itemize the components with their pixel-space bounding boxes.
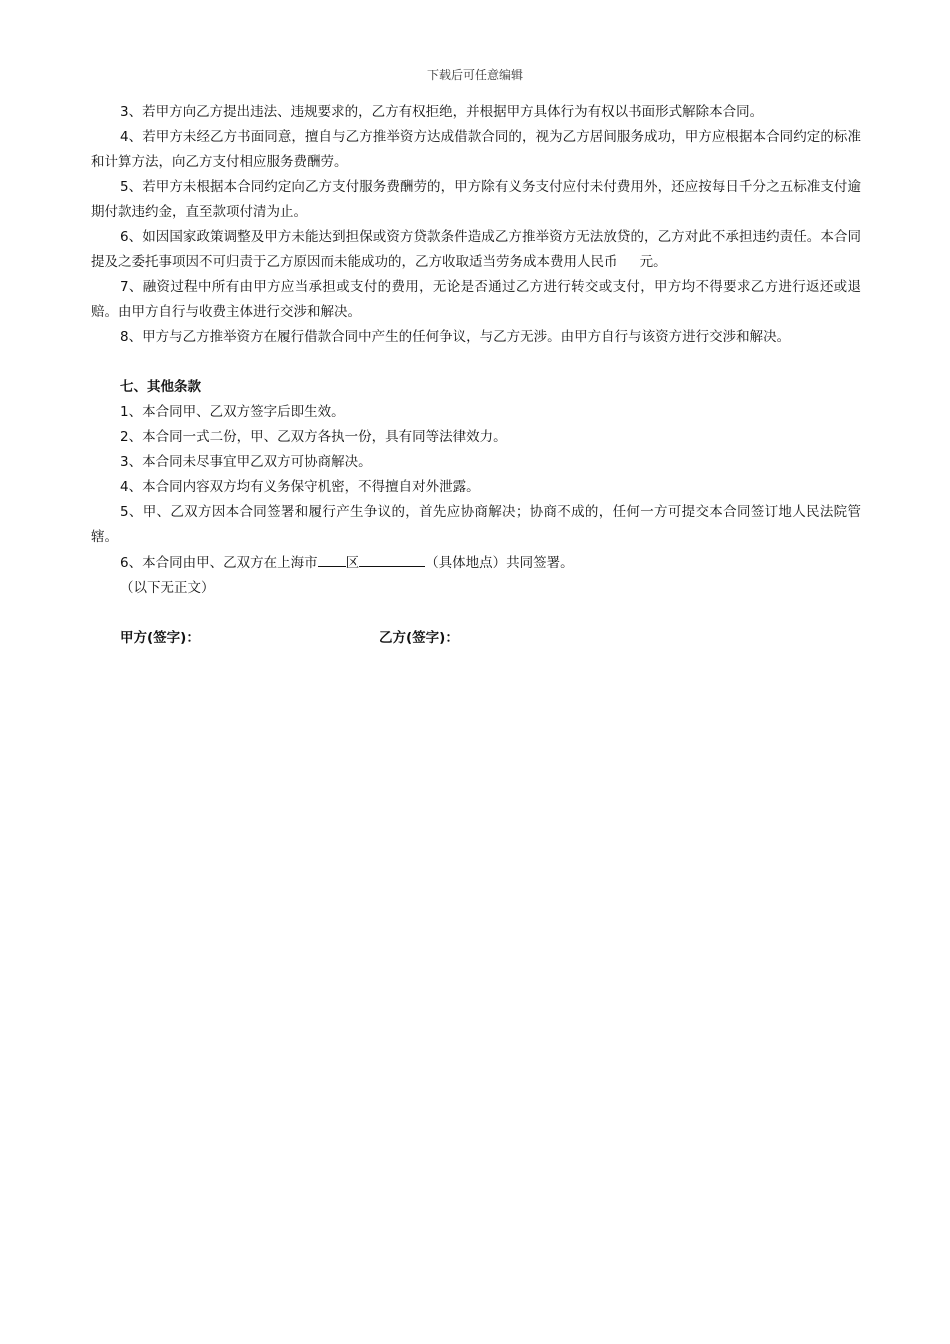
clause-6-8: 8、甲方与乙方推举资方在履行借款合同中产生的任何争议，与乙方无涉。由甲方自行与该资方进行交涉和解决。	[120, 329, 791, 345]
clause-7-1: 1、本合同甲、乙双方签字后即生效。	[120, 404, 345, 420]
party-b-signature: 乙方(签字)：	[379, 630, 459, 646]
clause-7-6-part3: （具体地点）共同签署。	[425, 555, 574, 571]
location-blank	[359, 550, 425, 567]
section-7-title: 七、其他条款	[120, 379, 201, 395]
clause-7-6-part1: 6、本合同由甲、乙双方在上海市	[120, 555, 318, 571]
signature-row	[91, 626, 861, 651]
section-spacer	[91, 350, 861, 375]
clause-7-2: 2、本合同一式二份，甲、乙双方各执一份，具有同等法律效力。	[120, 429, 507, 445]
clause-7-4: 4、本合同内容双方均有义务保守机密，不得擅自对外泄露。	[120, 479, 480, 495]
clause-7-6	[91, 550, 861, 576]
clause-6-6: 6、如因国家政策调整及甲方未能达到担保或资方贷款条件造成乙方推举资方无法放贷的，乙方对此不承担违约责任。本合同提及之委托事项因不可归责于乙方原因而未能成功的，乙方收取适当劳务成本费用人民币 元。	[91, 229, 861, 270]
clause-7-6-part2: 区	[345, 555, 360, 571]
contract-body	[91, 100, 861, 651]
clause-6-7: 7、融资过程中所有由甲方应当承担或支付的费用，无论是否通过乙方进行转交或支付，甲方均不得要求乙方进行返还或退赔。由甲方自行与收费主体进行交涉和解决。	[91, 279, 861, 320]
clause-7-3: 3、本合同未尽事宜甲乙双方可协商解决。	[120, 454, 372, 470]
clause-6-5: 5、若甲方未根据本合同约定向乙方支付服务费酬劳的，甲方除有义务支付应付未付费用外，还应按每日千分之五标准支付逾期付款违约金，直至款项付清为止。	[91, 179, 861, 220]
party-a-signature: 甲方(签字)：	[120, 630, 200, 646]
clause-6-4: 4、若甲方未经乙方书面同意，擅自与乙方推举资方达成借款合同的，视为乙方居间服务成功，甲方应根据本合同约定的标准和计算方法，向乙方支付相应服务费酬劳。	[91, 129, 861, 170]
district-blank	[318, 550, 346, 567]
clause-6-3: 3、若甲方向乙方提出违法、违规要求的，乙方有权拒绝，并根据甲方具体行为有权以书面形式解除本合同。	[120, 104, 764, 120]
end-note: （以下无正文）	[120, 580, 215, 596]
clause-7-5: 5、甲、乙双方因本合同签署和履行产生争议的，首先应协商解决；协商不成的，任何一方可提交本合同签订地人民法院管辖。	[91, 504, 861, 545]
page-header: 下载后可任意编辑	[426, 68, 523, 82]
